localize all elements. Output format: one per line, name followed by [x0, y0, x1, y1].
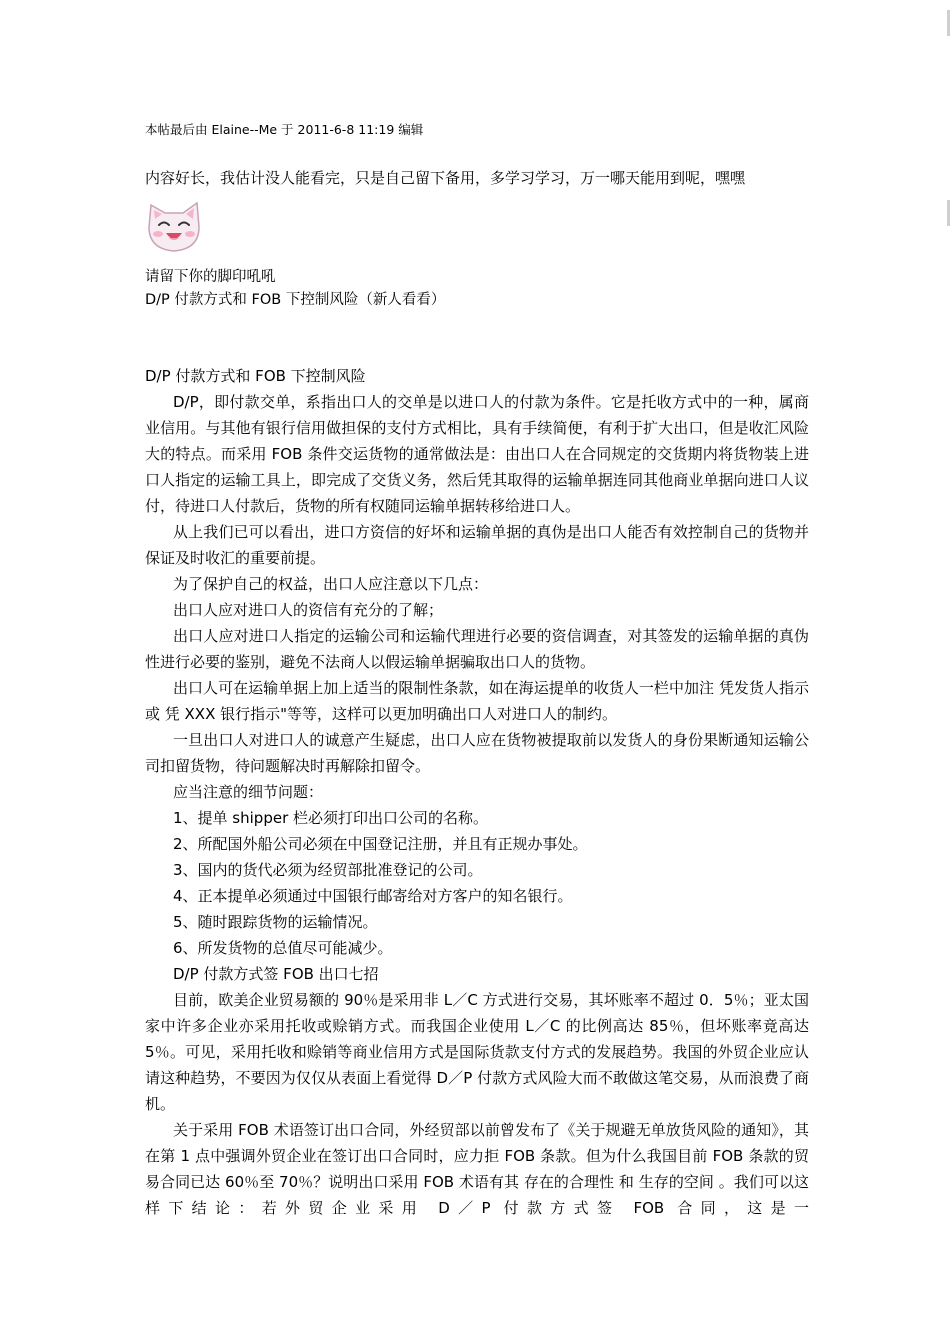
- article-body: [145, 363, 809, 1221]
- paragraph: 出口人应对进口人的资信有充分的了解；: [173, 601, 444, 619]
- intro-line: 内容好长，我估计没人能看完，只是自己留下备用，多学习学习，万一哪天能用到呢，嘿嘿: [145, 169, 746, 187]
- post-edit-meta: 本帖最后由 Elaine--Me 于 2011-6-8 11:19 编辑: [145, 122, 424, 137]
- list-item: 4、正本提单必须通过中国银行邮寄给对方客户的知名银行。: [173, 887, 573, 905]
- paragraph: 应当注意的细节问题：: [173, 783, 324, 801]
- list-item: 2、所配国外船公司必须在中国登记注册，并且有正规办事处。: [173, 835, 588, 853]
- list-item: 3、国内的货代必须为经贸部批准登记的公司。: [173, 861, 483, 879]
- list-item: 6、所发货物的总值尽可能减少。: [173, 939, 393, 957]
- paragraph: 关于采用 FOB 术语签订出口合同，外经贸部以前曾发布了《关于规避无单放货风险的通知》，其在第 1 点中强调外贸企业在签订出口合同时，应力拒 FOB 条款。但为什么我国目前 FOB 条款的贸易合同已达 60％至 70％？说明出口采用 FOB 术语有其 存在的合理性 和 生存的空间 。我们可以这样下结论：若外贸企业采用 D／P 付款方式签 FOB 合同，这是一: [145, 1121, 809, 1217]
- paragraph: 从上我们已可以看出，进口方资信的好坏和运输单据的真伪是出口人能否有效控制自己的货物并保证及时收汇的重要前提。: [145, 523, 809, 567]
- paragraph: 出口人应对进口人指定的运输公司和运输代理进行必要的资信调查，对其签发的运输单据的真伪性进行必要的鉴别，避免不法商人以假运输单据骗取出口人的货物。: [145, 627, 809, 671]
- footprint-line: 请留下你的脚印吼吼: [145, 269, 276, 285]
- list-item: 5、随时跟踪货物的运输情况。: [173, 913, 378, 931]
- paragraph: 出口人可在运输单据上加上适当的限制性条款，如在海运提单的收货人一栏中加注 凭发货人指示 或 凭 XXX 银行指示"等等，这样可以更加明确出口人对进口人的制约。: [145, 679, 809, 723]
- section-title: D/P 付款方式和 FOB 下控制风险: [145, 367, 366, 385]
- paragraph: 一旦出口人对进口人的诚意产生疑虑，出口人应在货物被提取前以发货人的身份果断通知运输公司扣留货物，待问题解决时再解除扣留令。: [145, 731, 809, 775]
- subsection-title: D/P 付款方式签 FOB 出口七招: [173, 965, 379, 983]
- paragraph: 目前，欧美企业贸易额的 90％是采用非 L／C 方式进行交易，其坏账率不超过 0．5％；亚太国家中许多企业亦采用托收或赊销方式。而我国企业使用 L／C 的比例高达 85％，但坏账率竟高达 5％。可见，采用托收和赊销等商业信用方式是国际货款支付方式的发展趋势。我国的外贸企业应认请这种趋势，不要因为仅仅从表面上看觉得 D／P 付款方式风险大而不敢做这笔交易，从而浪费了商机。: [145, 991, 809, 1113]
- smiling-cat-emoticon-icon: [145, 197, 203, 255]
- title-line: D/P 付款方式和 FOB 下控制风险（新人看看）: [145, 292, 446, 308]
- list-item: 1、提单 shipper 栏必须打印出口公司的名称。: [173, 809, 489, 827]
- paragraph: D/P，即付款交单，系指出口人的交单是以进口人的付款为条件。它是托收方式中的一种，属商业信用。与其他有银行信用做担保的支付方式相比，具有手续简便，有利于扩大出口，但是收汇风险大的特点。而采用 FOB 条件交运货物的通常做法是：由出口人在合同规定的交货期内将货物装上进口人指定的运输工具上，即完成了交货义务，然后凭其取得的运输单据连同其他商业单据向进口人议付，待进口人付款后，货物的所有权随同运输单据转移给进口人。: [145, 393, 809, 515]
- paragraph: 为了保护自己的权益，出口人应注意以下几点：: [173, 575, 489, 593]
